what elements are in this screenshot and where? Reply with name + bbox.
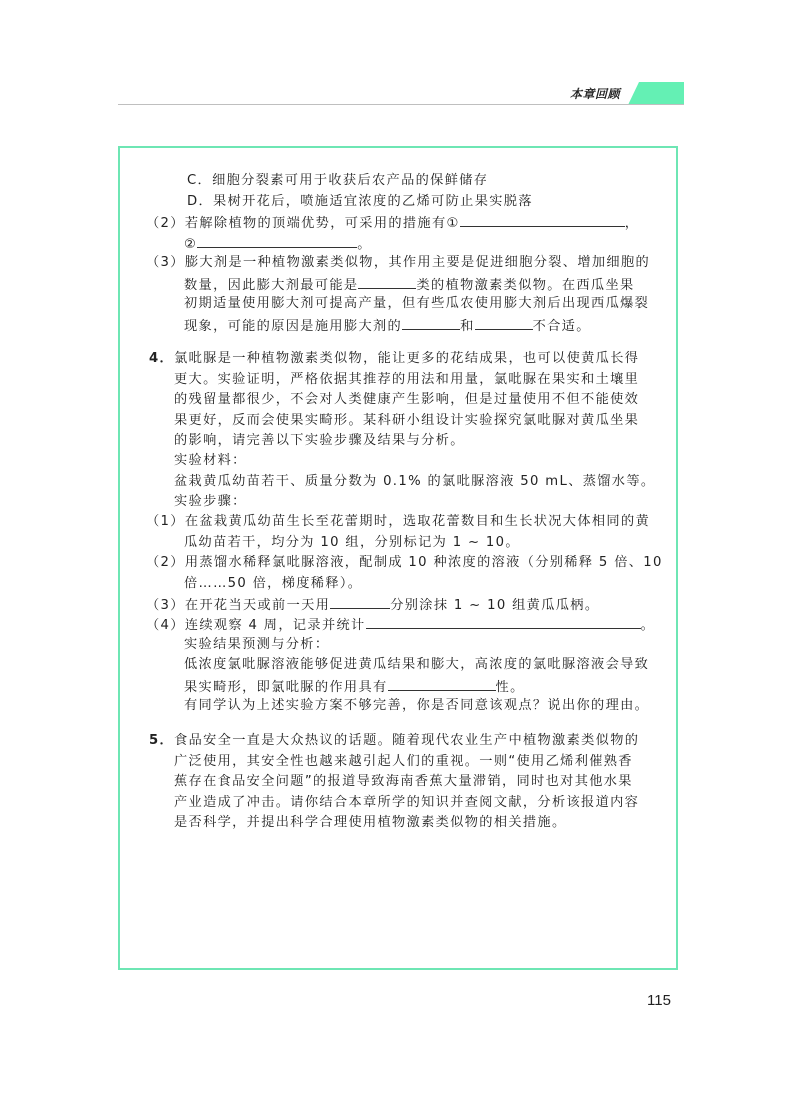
question-number: 4．: [149, 351, 175, 366]
punctuation: 。: [640, 618, 656, 633]
header-accent-tab: [628, 82, 684, 105]
result-line1: 低浓度氯吡脲溶液能够促进黄瓜结果和膨大，高浓度的氯吡脲溶液会导致: [184, 657, 650, 672]
part-text: 不合适。: [532, 319, 591, 334]
answer-blank[interactable]: [402, 315, 460, 330]
step-text: 连续观察 4 周，记录并统计: [184, 618, 366, 633]
q5-line3: 蕉存在食品安全问题”的报道导致海南香蕉大量滞销，同时也对其他水果: [174, 774, 633, 789]
step-1-line2: 瓜幼苗若干，均分为 10 组，分别标记为 1 ~ 10。: [184, 535, 520, 550]
answer-blank[interactable]: [358, 274, 416, 289]
result-text: 性。: [495, 680, 525, 695]
result-heading: 实验结果预测与分析：: [184, 637, 330, 652]
answer-blank[interactable]: [388, 676, 496, 691]
step-text: 在盆栽黄瓜幼苗生长至花蕾期时，选取花蕾数目和生长状况大体相同的黄: [184, 514, 651, 529]
step-label: （3）: [146, 598, 185, 613]
answer-blank[interactable]: [197, 233, 357, 248]
punctuation: ，: [624, 216, 640, 231]
option-c: C．细胞分裂素可用于收获后农产品的保鲜储存: [187, 173, 489, 188]
result-line3: 有同学认为上述实验方案不够完善，你是否同意该观点？说出你的理由。: [184, 698, 650, 713]
punctuation: 。: [357, 237, 372, 252]
q3-part3-line1: [146, 253, 650, 273]
q5-line1: [149, 731, 639, 751]
answer-blank[interactable]: [475, 315, 533, 330]
result-text: 果实畸形，即氯吡脲的作用具有: [184, 680, 388, 695]
header-rule: [118, 104, 684, 105]
answer-blank[interactable]: [366, 614, 641, 629]
answer-blank[interactable]: [330, 594, 390, 609]
option-d: D．果树开花后，喷施适宜浓度的乙烯可防止果实脱落: [187, 194, 533, 209]
q4-line2: 更大。实验证明，严格依据其推荐的用法和用量，氯吡脲在果实和土壤里: [174, 372, 640, 387]
page-number: 115: [647, 992, 671, 1009]
part-text: 若解除植物的顶端优势，可采用的措施有①: [184, 216, 460, 231]
section-title: 本章回顾: [570, 87, 621, 101]
step-3: [146, 594, 599, 616]
step-text: 在开花当天或前一天用: [184, 598, 331, 613]
part-text: 类的植物激素类似物。在西瓜坐果: [416, 278, 635, 293]
part-label: （3）: [146, 255, 185, 270]
part-label: （2）: [146, 216, 185, 231]
part-text: 和: [460, 319, 475, 334]
q5-line2: 广泛使用，其安全性也越来越引起人们的重视。一则“使用乙烯利催熟香: [174, 754, 633, 769]
step-2-line1: [146, 553, 663, 573]
q4-line3: 的残留量都很少，不会对人类健康产生影响，但是过量使用不但不能使效: [174, 392, 640, 407]
step-4: [146, 614, 655, 636]
q5-line5: 是否科学，并提出科学合理使用植物激素类似物的相关措施。: [174, 815, 567, 830]
step-text: 分别涂抹 1 ~ 10 组黄瓜瓜柄。: [390, 598, 600, 613]
result-line2: [184, 676, 525, 698]
q3-part3-line4: [184, 315, 591, 337]
step-2-line2: 倍……50 倍，梯度稀释）。: [184, 576, 363, 591]
answer-blank[interactable]: [460, 212, 625, 227]
materials-text: 盆栽黄瓜幼苗若干、质量分数为 0.1% 的氯吡脲溶液 50 mL、蒸馏水等。: [174, 474, 656, 489]
step-text: 用蒸馏水稀释氯吡脲溶液，配制成 10 种浓度的溶液（分别稀释 5 倍、10: [184, 555, 663, 570]
question-text: 氯吡脲是一种植物激素类似物，能让更多的花结成果，也可以使黄瓜长得: [174, 351, 640, 366]
question-number: 5．: [149, 733, 175, 748]
q3-part3-line2: [184, 274, 635, 296]
circled-number: ②: [184, 237, 198, 252]
part-text: 膨大剂是一种植物激素类似物，其作用主要是促进细胞分裂、增加细胞的: [184, 255, 651, 270]
step-label: （2）: [146, 555, 185, 570]
step-1-line1: [146, 512, 650, 532]
question-text: 食品安全一直是大众热议的话题。随着现代农业生产中植物激素类似物的: [174, 733, 640, 748]
q3-part2-cont: [184, 233, 372, 255]
q5-line4: 产业造成了冲击。请你结合本章所学的知识并查阅文献，分析该报道内容: [174, 795, 640, 810]
steps-heading: 实验步骤：: [174, 494, 247, 509]
materials-heading: 实验材料：: [174, 453, 247, 468]
step-label: （4）: [146, 618, 185, 633]
step-label: （1）: [146, 514, 185, 529]
q4-line4: 果更好，反而会使果实畸形。某科研小组设计实验探究氯吡脲对黄瓜坐果: [174, 413, 640, 428]
q4-line1: [149, 349, 639, 369]
q4-line5: 的影响，请完善以下实验步骤及结果与分析。: [174, 433, 465, 448]
part-text: 现象，可能的原因是施用膨大剂的: [184, 319, 403, 334]
part-text: 数量，因此膨大剂最可能是: [184, 278, 359, 293]
q3-part3-line3: 初期适量使用膨大剂可提高产量，但有些瓜农使用膨大剂后出现西瓜爆裂: [184, 296, 650, 311]
q3-part2: [146, 212, 639, 234]
